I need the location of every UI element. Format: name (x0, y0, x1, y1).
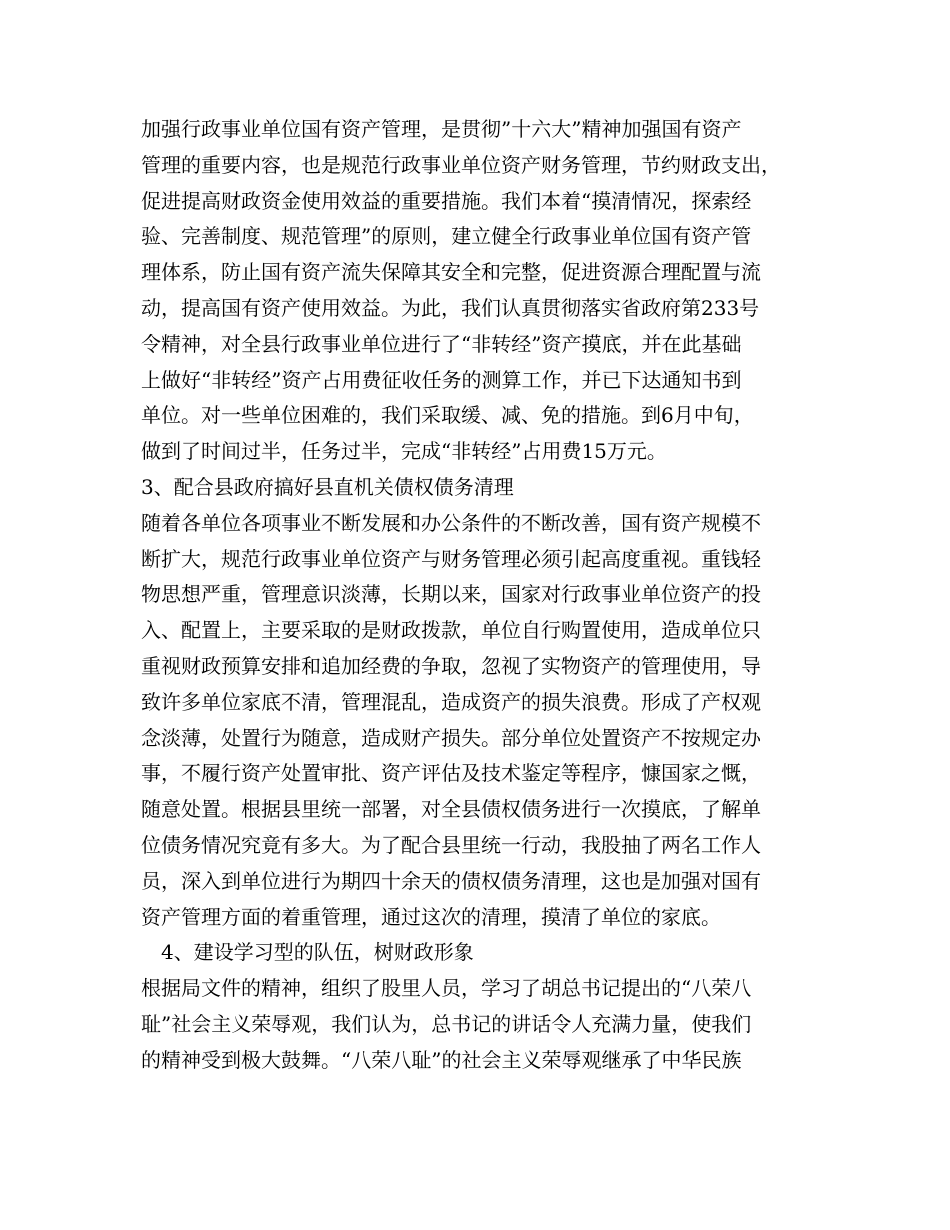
section-heading: 4、建设学习型的队伍，树财政形象 (161, 940, 474, 965)
text-line: 事，不履行资产处置审批、资产评估及技术鉴定等程序，慷国家之慨， (141, 761, 761, 786)
text-line: 的精神受到极大鼓舞。“八荣八耻”的社会主义荣辱观继承了中华民族 (141, 1047, 742, 1072)
text-line: 管理的重要内容，也是规范行政事业单位资产财务管理，节约财政支出， (141, 152, 781, 177)
text-line: 做到了时间过半，任务过半，完成“非转经”占用费15万元。 (141, 439, 667, 464)
text-line: 随意处置。根据县里统一部署，对全县债权债务进行一次摸底，了解单 (141, 797, 761, 822)
text-line: 单位。对一些单位困难的，我们采取缓、减、免的措施。到6月中旬， (141, 403, 754, 428)
text-line: 验、完善制度、规范管理”的原则，建立健全行政事业单位国有资产管 (141, 224, 752, 249)
text-line: 念淡薄，处置行为随意，造成财产损失。部分单位处置资产不按规定办 (141, 725, 761, 750)
text-line: 动，提高国有资产使用效益。为此，我们认真贯彻落实省政府第233号 (141, 295, 760, 320)
text-line: 位债务情况究竟有多大。为了配合县里统一行动，我股抽了两名工作人 (141, 832, 761, 857)
document-body (141, 112, 821, 1079)
section-heading: 3、配合县政府搞好县直机关债权债务清理 (141, 474, 514, 499)
text-line: 理体系，防止国有资产流失保障其安全和完整，促进资源合理配置与流 (141, 260, 761, 285)
text-line: 致许多单位家底不清，管理混乱，造成资产的损失浪费。形成了产权观 (141, 689, 761, 714)
text-line: 重视财政预算安排和追加经费的争取，忽视了实物资产的管理使用，导 (141, 653, 761, 678)
text-line: 促进提高财政资金使用效益的重要措施。我们本着“摸清情况，探索经 (141, 188, 752, 213)
text-line: 上做好“非转经”资产占用费征收任务的测算工作，并已下达通知书到 (141, 367, 742, 392)
text-line: 员，深入到单位进行为期四十余天的债权债务清理，这也是加强对国有 (141, 868, 761, 893)
text-line: 随着各单位各项事业不断发展和办公条件的不断改善，国有资产规模不 (141, 510, 761, 535)
text-line: 根据局文件的精神，组织了股里人员，学习了胡总书记提出的“八荣八 (141, 976, 752, 1001)
text-line: 令精神，对全县行政事业单位进行了“非转经”资产摸底，并在此基础 (141, 331, 742, 356)
text-line: 加强行政事业单位国有资产管理，是贯彻”十六大”精神加强国有资产 (141, 117, 742, 141)
text-line: 断扩大，规范行政事业单位资产与财务管理必须引起高度重视。重钱轻 (141, 546, 761, 571)
text-line: 入、配置上，主要采取的是财政拨款，单位自行购置使用，造成单位只 (141, 618, 761, 643)
text-line: 资产管理方面的着重管理，通过这次的清理，摸清了单位的家底。 (141, 904, 721, 929)
text-line: 物思想严重，管理意识淡薄，长期以来，国家对行政事业单位资产的投 (141, 582, 761, 607)
text-line: 耻”社会主义荣辱观，我们认为，总书记的讲话令人充满力量，使我们 (141, 1011, 752, 1036)
